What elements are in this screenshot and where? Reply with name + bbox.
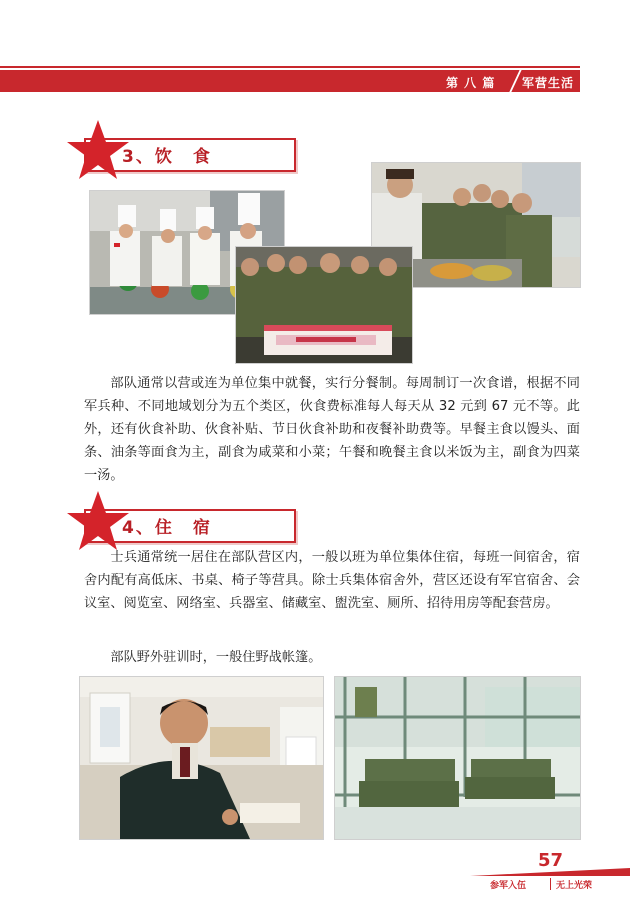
footer-divider [550,878,551,890]
section-title-housing: 4、住 宿 [122,518,212,538]
field-tent-paragraph: 部队野外驻训时，一般住野战帐篷。 [110,650,322,665]
red-star-icon [66,118,130,182]
section-title-dining: 3、饮 食 [122,147,212,167]
footer-slogan-right: 无上光荣 [556,881,593,891]
red-star-icon [66,489,130,553]
footer-slogan-left: 参军入伍 [490,881,527,891]
page-number: 57 [538,850,564,871]
photo-officer-writing [80,677,323,839]
header-part: 第 八 篇 [446,76,496,90]
dining-paragraph: 部队通常以营或连为单位集中就餐，实行分餐制。每周制订一次食谱，根据不同军兵种、不同地域划分为五个类区，伙食费标准每人每天从 32 元到 67 元不等。此外，还有伙食补助、伙食补贴、节日伙食补助和夜餐补助费等。早餐主食以馒头、面条、油条等面食为主，副食为咸菜和小菜；午餐和晚餐主食以米饭为主，副食为四菜一汤。 [84,376,580,483]
header-rule [0,66,580,68]
photo-birthday-cake [236,247,412,363]
header-chapter: 军营生活 [522,76,575,90]
photo-dormitory-bunks [335,677,580,839]
housing-paragraph: 士兵通常统一居住在部队营区内，一般以班为单位集体住宿，每班一间宿舍，宿舍内配有高低床、书桌、椅子等营具。除士兵集体宿舍外，营区还设有军官宿舍、会议室、阅览室、网络室、兵器室、储藏室、盥洗室、厕所、招待用房等配套营房。 [84,550,580,611]
